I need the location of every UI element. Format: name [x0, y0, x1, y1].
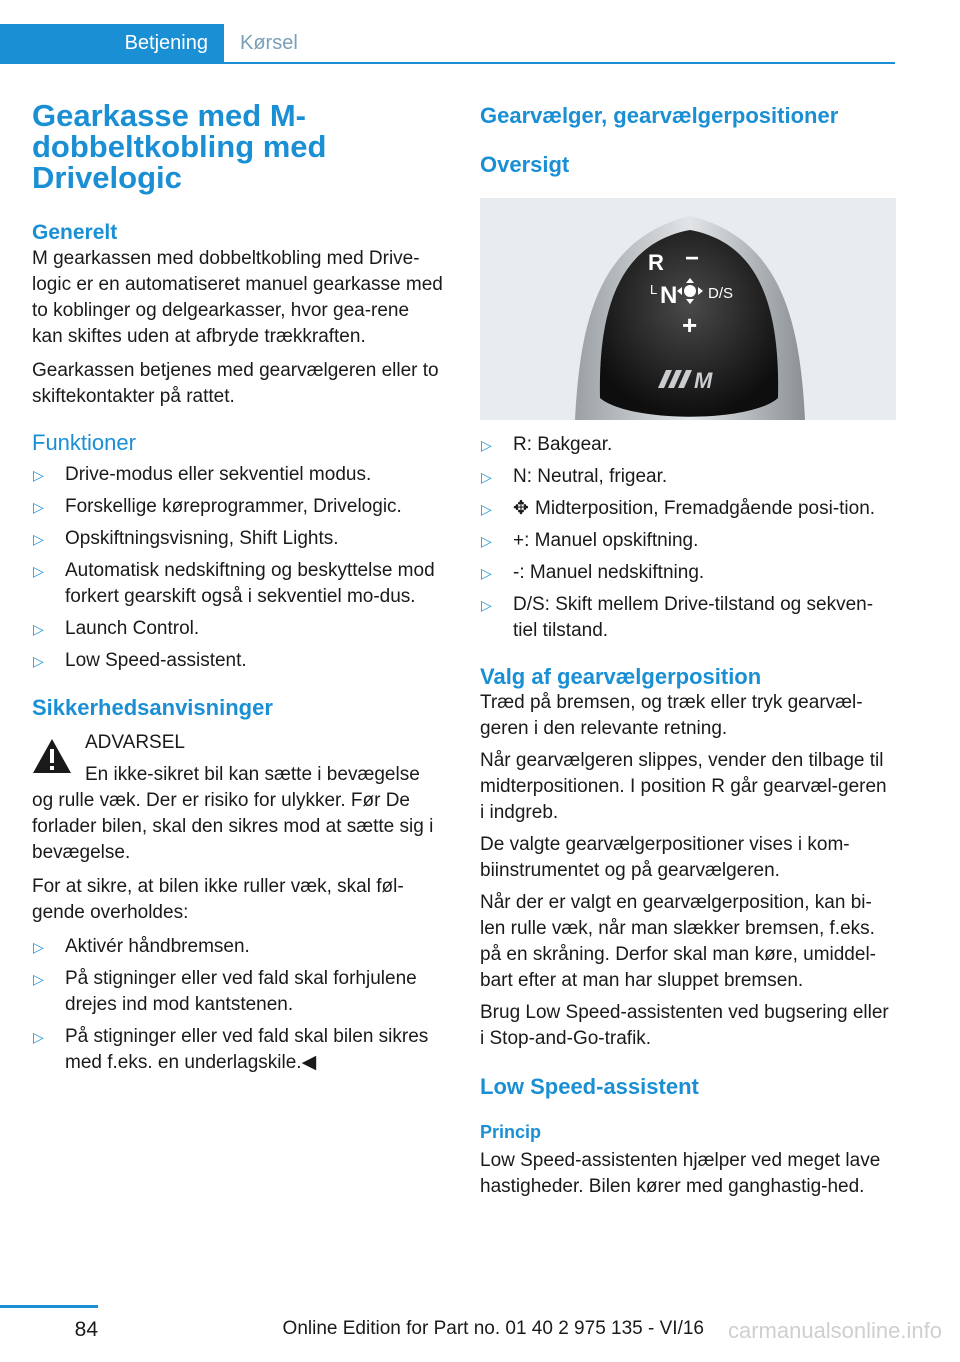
- edition-text: Online Edition for Part no. 01 40 2 975 135 - VI/16: [282, 1318, 704, 1339]
- safety-list: [32, 934, 444, 1076]
- knob-label-l: L: [650, 282, 658, 297]
- heading-princip: Princip: [480, 1122, 542, 1142]
- list-item: ▷ N: Neutral, frigear.: [480, 464, 896, 490]
- list-item: ▷ På stigninger eller ved fald skal bilen sikres med f.eks. en underlagskile.◀: [33, 1026, 429, 1073]
- warning-box: [32, 730, 444, 866]
- list-item: ▷ D/S: Skift mellem Drive-tilstand og sekven-tiel tilstand.: [481, 594, 874, 641]
- select-paragraph-3: De valgte gearvælgerpositioner vises i kom-biinstrumentet og på gearvælgeren.: [480, 834, 850, 881]
- list-item: ▷ ✥ Midterposition, Fremadgående posi-tion.: [480, 496, 896, 522]
- select-paragraph-4: Når der er valgt en gearvælgerposition, kan bi-len rulle væk, når man slækker bremsen, f.eks. på en skråning. Derfor skal man køre, umiddel-bart efter at man har sluppet bremsen.: [480, 892, 876, 991]
- heading-sikkerhedsanvisninger: Sikkerhedsanvisninger: [32, 695, 273, 720]
- triangle-right-icon: ▷: [481, 437, 492, 453]
- tab-betjening[interactable]: Betjening: [0, 24, 224, 62]
- list-item: ▷ Aktivér håndbremsen.: [32, 934, 444, 960]
- triangle-right-icon: ▷: [481, 501, 492, 517]
- list-item: ▷ -: Manuel nedskiftning.: [480, 560, 896, 586]
- triangle-right-icon: ▷: [33, 531, 44, 547]
- list-item: ▷ R: Bakgear.: [480, 432, 896, 458]
- tab-korsel[interactable]: Kørsel: [240, 32, 298, 54]
- triangle-right-icon: ▷: [33, 499, 44, 515]
- svg-text:M: M: [694, 368, 713, 393]
- triangle-right-icon: ▷: [33, 621, 44, 637]
- watermark: carmanualsonline.info: [727, 1318, 942, 1343]
- heading-gearvaelger: Gearvælger, gearvælgerpositioner: [480, 103, 839, 128]
- triangle-right-icon: ▷: [33, 467, 44, 483]
- warning-title: ADVARSEL: [85, 732, 185, 753]
- right-column: [480, 100, 896, 1200]
- triangle-right-icon: ▷: [481, 565, 492, 581]
- select-paragraph-2: Når gearvælgeren slippes, vender den tilbage til midterpositionen. I position R går gearvæl-geren i indgreb.: [480, 750, 887, 823]
- triangle-right-icon: ▷: [33, 971, 44, 987]
- triangle-right-icon: ▷: [481, 597, 492, 613]
- safety-paragraph: For at sikre, at bilen ikke ruller væk, skal føl-gende overholdes:: [32, 876, 404, 923]
- footer-accent-line: [0, 1305, 98, 1308]
- list-item: ▷ Launch Control.: [32, 616, 444, 642]
- knob-label-r: R: [648, 250, 664, 275]
- list-item: ▷ Automatisk nedskiftning og beskyttelse mod forkert gearskift også i sekventiel mo-dus.: [33, 560, 435, 607]
- page-number: 84: [74, 1318, 98, 1341]
- triangle-right-icon: ▷: [33, 1029, 44, 1045]
- knob-label-plus: +: [682, 310, 698, 340]
- principle-paragraph: Low Speed-assistenten hjælper ved meget lave hastigheder. Bilen kører med ganghastig-hed.: [480, 1150, 881, 1197]
- general-paragraph-2: Gearkassen betjenes med gearvælgeren eller to skiftekontakter på rattet.: [32, 360, 439, 407]
- heading-oversigt: Oversigt: [480, 152, 570, 177]
- joystick-center-icon: ✥: [513, 498, 529, 519]
- knob-label-n: N: [660, 282, 678, 309]
- list-item: ▷ Opskiftningsvisning, Shift Lights.: [32, 526, 444, 552]
- knob-label-ds: D/S: [708, 285, 734, 302]
- gear-knob-illustration: [480, 198, 896, 420]
- triangle-right-icon: ▷: [33, 563, 44, 579]
- triangle-right-icon: ▷: [33, 653, 44, 669]
- functions-list: [32, 462, 444, 674]
- list-item: ▷ Low Speed-assistent.: [32, 648, 444, 674]
- list-item: ▷ På stigninger eller ved fald skal forhjulene drejes ind mod kantstenen.: [33, 968, 417, 1015]
- heading-funktioner: Funktioner: [32, 430, 136, 455]
- left-column: [32, 100, 444, 1076]
- select-paragraph-1: Træd på bremsen, og træk eller tryk gearvæl-geren i den relevante retning.: [480, 692, 863, 739]
- gear-selector-image: [480, 198, 896, 420]
- header-tabbar: [0, 24, 895, 64]
- heading-generelt: Generelt: [32, 221, 118, 244]
- triangle-right-icon: ▷: [481, 469, 492, 485]
- select-paragraph-5: Brug Low Speed-assistenten ved bugsering eller i Stop-and-Go-trafik.: [480, 1002, 889, 1049]
- list-item: ▷ Drive-modus eller sekventiel modus.: [32, 462, 444, 488]
- triangle-right-icon: ▷: [481, 533, 492, 549]
- list-item: ▷ +: Manuel opskiftning.: [480, 528, 896, 554]
- list-item: ▷ Forskellige køreprogrammer, Drivelogic.: [32, 494, 444, 520]
- page-title: Gearkasse med M-dobbeltkobling med Drivelogic: [32, 98, 327, 195]
- heading-valg-af-gearvaelgerposition: Valg af gearvælgerposition: [480, 664, 762, 689]
- positions-list: [480, 432, 896, 644]
- warning-triangle-icon: [32, 738, 72, 774]
- triangle-right-icon: ▷: [33, 939, 44, 955]
- knob-label-minus: −: [685, 245, 700, 272]
- heading-low-speed-assistent: Low Speed-assistent: [480, 1074, 699, 1099]
- warning-text: En ikke-sikret bil kan sætte i bevægelse og rulle væk. Der er risiko for ulykker. Før De forlader bilen, skal den sikres mod at sætte sig i bevægelse.: [32, 764, 434, 863]
- general-paragraph-1: M gearkassen med dobbeltkobling med Drive-logic er en automatiseret manuel gearkasse med to koblinger og delgearkasser, hvor gea-rene kan skiftes uden at afbryde trækkraften.: [32, 248, 443, 347]
